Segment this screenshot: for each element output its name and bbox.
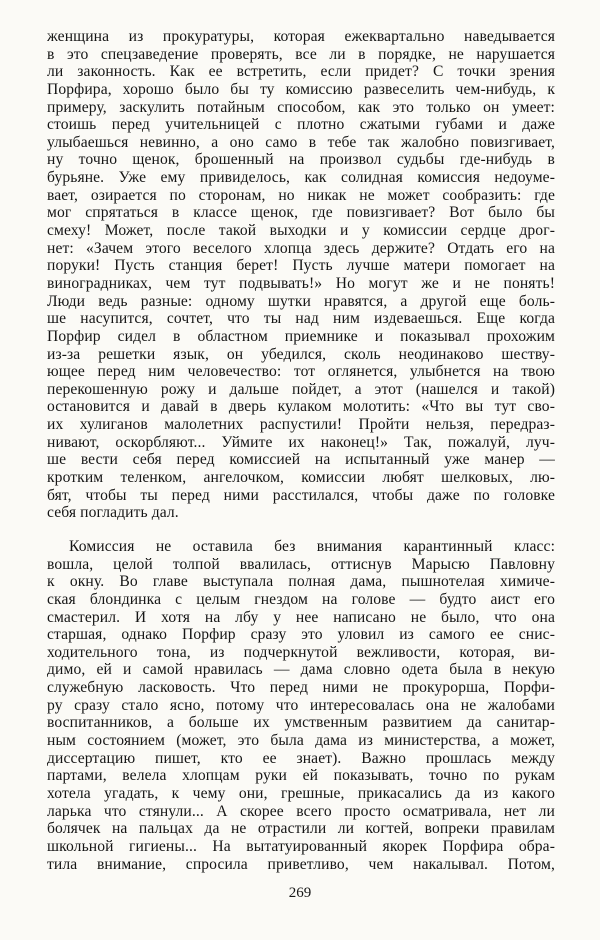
text-line: ходительного тона, из подчеркнутой вежливости, которая, ви- bbox=[47, 643, 555, 661]
text-line: виноградниках, чем тут подвывать!» Но могут же и не понять! bbox=[47, 274, 555, 292]
text-line: примеру, заскулить потайным способом, как это только он умеет: bbox=[47, 98, 555, 116]
page-number: 269 bbox=[288, 885, 312, 901]
text-line: служебную ласковость. Что перед ними не прокурорша, Порфи- bbox=[47, 679, 555, 697]
text-line: школьной гигиены... На вытатуированный якорек Порфира обра- bbox=[47, 837, 555, 855]
text-line: Комиссия не оставила без внимания карантинный класс: bbox=[69, 538, 555, 555]
text-line: димо, ей и самой нравилась — дама словно одета была в некую bbox=[47, 661, 555, 679]
text-line: болячек на пальцах да не отрастили ли когтей, вопреки правилам bbox=[47, 820, 555, 838]
text-line: Порфира, хорошо было бы ту комиссию развеселить чем-нибудь, к bbox=[47, 80, 555, 98]
text-line: бурьяне. Уже ему привиделось, как солидная комиссия недоуме- bbox=[47, 169, 555, 187]
text-line: вошла, целой толпой ввалилась, оттиснув Марысю Павловну bbox=[47, 555, 555, 573]
text-line: Люди ведь разные: одному шутки нравятся, а другой еще боль- bbox=[47, 292, 555, 310]
text-line: ше насупится, сочтет, что ты над ним издеваешься. Еще когда bbox=[47, 310, 555, 328]
text-line: ющее перед ним человечество: тот оглянется, улыбнется на твою bbox=[47, 363, 555, 381]
text-line: женщина из прокуратуры, которая ежеквартально наведывается bbox=[47, 28, 555, 45]
text-line: перекошенную рожу и дальше пойдет, а этот (нашелся и такой) bbox=[47, 380, 555, 398]
text-line: Порфир сидел в областном приемнике и показывал прохожим bbox=[47, 327, 555, 345]
text-line: воспитанников, а больше их умственным развитием да санитар- bbox=[47, 714, 555, 732]
text-line: диссертацию пишет, кто ее знает). Важно прошлась между bbox=[47, 749, 555, 767]
text-line: ская блондинка с целым гнездом на голове — будто аист его bbox=[47, 590, 555, 608]
text-line: смастерил. И хотя на лбу у нее написано не было, что она bbox=[47, 608, 555, 626]
text-line: к окну. Во главе выступала полная дама, пышнотелая химиче- bbox=[47, 573, 555, 591]
paragraph bbox=[47, 538, 555, 873]
text-line: нет: «Зачем этого веселого хлопца здесь держите? Отдать его на bbox=[47, 239, 555, 257]
paragraph bbox=[47, 28, 555, 522]
text-line: тила внимание, спросила приветливо, чем накалывал. Потом, bbox=[47, 855, 555, 873]
text-line: остановится и давай в дверь кулаком молотить: «Что вы тут сво- bbox=[47, 398, 555, 416]
text-line: партами, велела хлопцам руки ей показывать, точно по рукам bbox=[47, 767, 555, 785]
text-line: улыбаешься невинно, а оно само в тебе так жалобно повизгивает, bbox=[47, 133, 555, 151]
text-line: их хулиганов малолетних распустили! Пройти нельзя, передраз- bbox=[47, 416, 555, 434]
text-line: мог спрятаться в классе щенок, где повизгивает? Вот было бы bbox=[47, 204, 555, 222]
text-line: стоишь перед учительницей с плотно сжатыми губами и даже bbox=[47, 116, 555, 134]
text-line: вает, озирается по сторонам, но никак не может сообразить: где bbox=[47, 186, 555, 204]
text-line: ларька что стянули... А скорее всего просто осматривала, нет ли bbox=[47, 802, 555, 820]
text-line: ным состоянием (может, это была дама из министерства, а может, bbox=[47, 732, 555, 750]
text-line: хотела угадать, к чему они, грешные, прикасались да из какого bbox=[47, 784, 555, 802]
text-line: ше вести себя перед комиссией на испытанный уже манер — bbox=[47, 451, 555, 469]
text-line: ру сразу стало ясно, потому что интересовалась она не жалобами bbox=[47, 696, 555, 714]
text-line: в это спецзаведение проверять, все ли в порядке, не нарушается bbox=[47, 45, 555, 63]
text-line: старшая, однако Порфир сразу это уловил из самого ее снис- bbox=[47, 626, 555, 644]
text-line: из-за решетки язык, он убедился, сколь неодинаково шеству- bbox=[47, 345, 555, 363]
text-line: себя погладить дал. bbox=[47, 504, 179, 522]
text-line: бят, чтобы ты перед ними расстилался, чтобы даже по головке bbox=[47, 486, 555, 504]
text-line: смеху! Может, после такой выходки и у комиссии сердце дрог- bbox=[47, 222, 555, 240]
text-line: поруки! Пусть станция берет! Пусть лучше матери помогает на bbox=[47, 257, 555, 275]
text-line: нивают, оскорбляют... Уймите их наконец!» Так, пожалуй, луч- bbox=[47, 433, 555, 451]
text-line: ли законность. Как ее встретить, если придет? С точки зрения bbox=[47, 63, 555, 81]
text-line: ну точно щенок, брошенный на произвол судьбы где-нибудь в bbox=[47, 151, 555, 169]
text-line: кротким теленком, ангелочком, комиссии любят шелковых, лю- bbox=[47, 469, 555, 487]
